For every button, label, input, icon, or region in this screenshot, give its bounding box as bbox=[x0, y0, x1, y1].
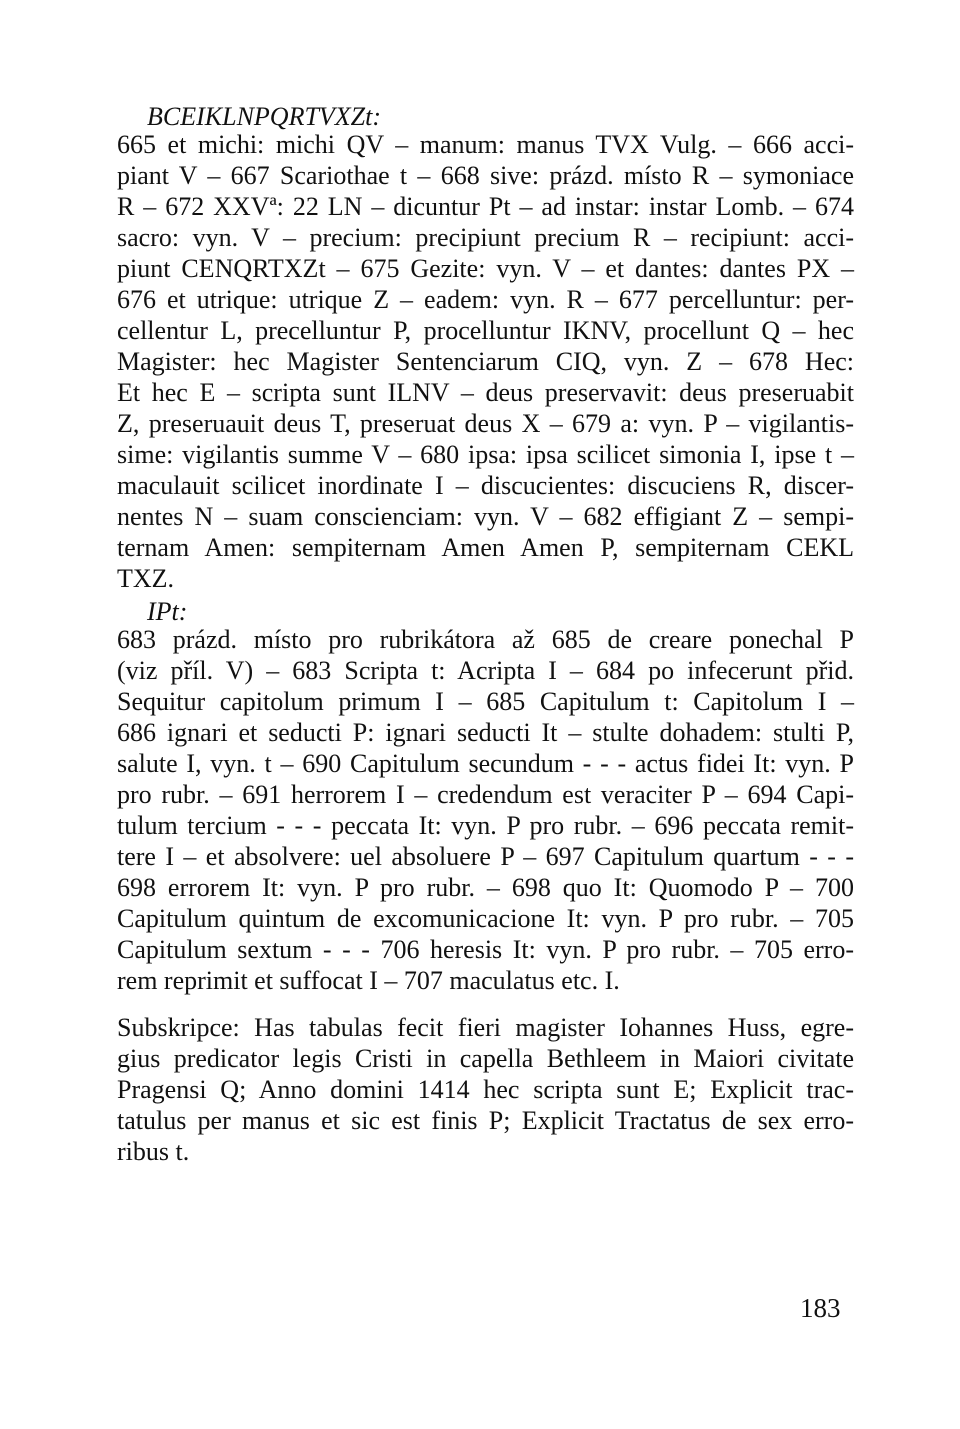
text-line: tulum tercium - - - peccata It: vyn. P pro rubr. – 696 peccata remit- bbox=[117, 811, 854, 840]
text-line: Capitulum quintum de excomunicacione It: vyn. P pro rubr. – 705 bbox=[117, 904, 854, 933]
text-line: (viz příl. V) – 683 Scripta t: Acripta I – 684 po infecerunt přid. bbox=[117, 656, 854, 685]
text-line: 665 et michi: michi QV – manum: manus TVX Vulg. – 666 acci- bbox=[117, 130, 854, 159]
text-line: Z, preseruauit deus T, preseruat deus X – 679 a: vyn. P – vigilantis- bbox=[117, 409, 854, 438]
text-line: gius predicator legis Cristi in capella Bethleem in Maiori civitate bbox=[117, 1044, 854, 1073]
text-line: R – 672 XXVª: 22 LN – dicuntur Pt – ad instar: instar Lomb. – 674 bbox=[117, 192, 854, 221]
text-line: tatulus per manus et sic est finis P; Explicit Tractatus de sex erro- bbox=[117, 1106, 854, 1135]
text-line: piant V – 667 Scariothae t – 668 sive: prázd. místo R – symoniace bbox=[117, 161, 854, 190]
text-line: tere I – et absolvere: uel absoluere P – 697 Capitulum quartum - - - bbox=[117, 842, 854, 871]
text-line: 686 ignari et seducti P: ignari seducti It – stulte dohadem: stulti P, bbox=[117, 718, 854, 747]
subscription-paragraph bbox=[117, 1012, 854, 1167]
text-line: nentes N – suam conscienciam: vyn. V – 682 effigiant Z – sempi- bbox=[117, 502, 854, 531]
section-2-apparatus bbox=[117, 624, 854, 996]
text-line: 698 errorem It: vyn. P pro rubr. – 698 quo It: Quomodo P – 700 bbox=[117, 873, 854, 902]
text-line: Subskripce: Has tabulas fecit fieri magister Iohannes Huss, egre- bbox=[117, 1013, 854, 1042]
text-line: sacro: vyn. V – precium: precipiunt precium R – recipiunt: acci- bbox=[117, 223, 854, 252]
text-line: Pragensi Q; Anno domini 1414 hec scripta sunt E; Explicit trac- bbox=[117, 1075, 854, 1104]
section-1-apparatus bbox=[117, 129, 854, 594]
text-line: Sequitur capitolum primum I – 685 Capitulum t: Capitolum I – bbox=[117, 687, 854, 716]
text-line: Magister: hec Magister Sentenciarum CIQ, vyn. Z – 678 Hec: bbox=[117, 347, 854, 376]
text-line: sime: vigilantis summe V – 680 ipsa: ipsa scilicet simonia I, ipse t – bbox=[117, 440, 854, 469]
text-line: ribus t. bbox=[117, 1137, 190, 1166]
text-line: rem reprimit et suffocat I – 707 maculatus etc. I. bbox=[117, 966, 620, 995]
text-line: maculauit scilicet inordinate I – discucientes: discuciens R, discer- bbox=[117, 471, 854, 500]
section-2-heading: IPt: bbox=[147, 597, 188, 626]
page-number: 183 bbox=[800, 1293, 841, 1323]
text-line: cellentur L, precelluntur P, procelluntur IKNV, procellunt Q – hec bbox=[117, 316, 854, 345]
section-1-heading: BCEIKLNPQRTVXZt: bbox=[147, 102, 382, 131]
text-line: TXZ. bbox=[117, 564, 175, 593]
text-line: 683 prázd. místo pro rubrikátora až 685 de creare ponechal P bbox=[117, 625, 854, 654]
text-line: Capitulum sextum - - - 706 heresis It: vyn. P pro rubr. – 705 erro- bbox=[117, 935, 854, 964]
text-line: salute I, vyn. t – 690 Capitulum secundum - - - actus fidei It: vyn. P bbox=[117, 749, 854, 778]
text-line: pro rubr. – 691 herrorem I – credendum est veraciter P – 694 Capi- bbox=[117, 780, 854, 809]
text-line: piunt CENQRTXZt – 675 Gezite: vyn. V – et dantes: dantes PX – bbox=[117, 254, 854, 283]
text-line: ternam Amen: sempiternam Amen Amen P, sempiternam CEKL bbox=[117, 533, 854, 562]
text-line: Et hec E – scripta sunt ILNV – deus preservavit: deus preseruabit bbox=[117, 378, 854, 407]
text-line: 676 et utrique: utrique Z – eadem: vyn. R – 677 percelluntur: per- bbox=[117, 285, 854, 314]
